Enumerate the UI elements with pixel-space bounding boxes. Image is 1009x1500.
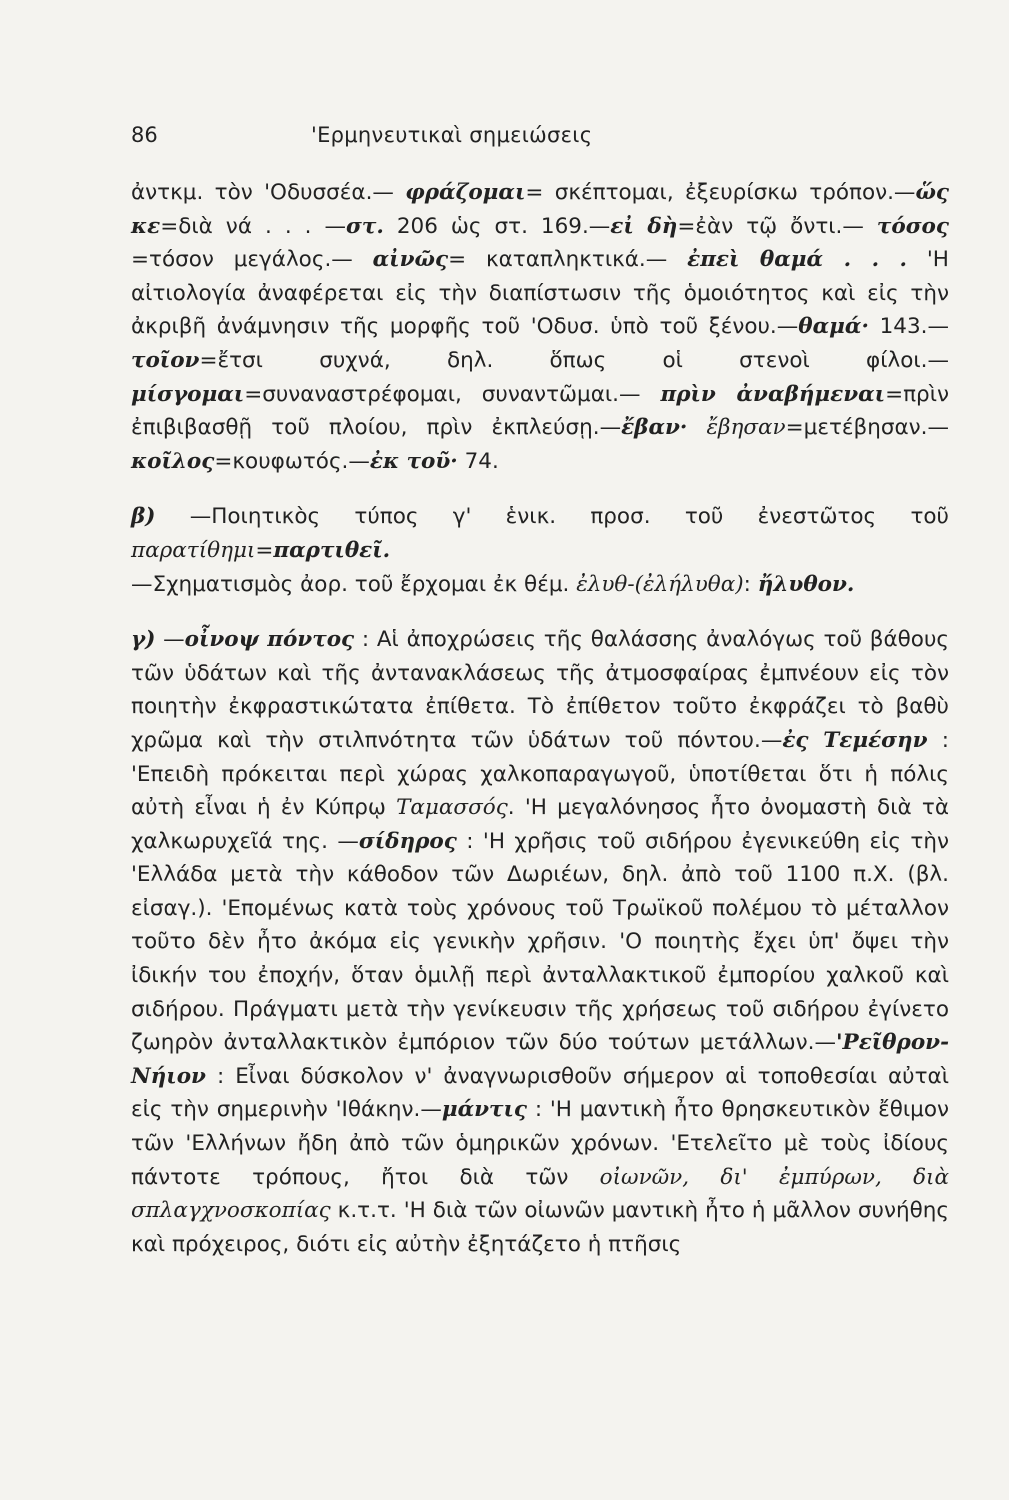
lemma-term: παρτιθεῖ.: [273, 537, 391, 563]
lemma-term: θαμά·: [798, 314, 869, 340]
lemma-term: ἐπεὶ θαμά . . .: [687, 247, 908, 273]
lemma-term: β): [131, 504, 156, 530]
lemma-term: σίδηρος: [358, 828, 457, 854]
italic-form: ἔβησαν: [706, 415, 786, 441]
lemma-term: ἐς Τεμέσην: [782, 727, 928, 753]
lemma-term: ἤλυθον.: [757, 571, 855, 597]
running-title: 'Ερμηνευτικαὶ σημειώσεις: [311, 123, 593, 147]
commentary-text: : Εἶναι δύσκολον ν' ἀναγνωρισθοῦν σήμερον αἱ τοποθεσίαι αὐταὶ εἰς τὴν σημερινὴν 'Ιθάκην.—: [131, 1063, 949, 1123]
commentary-text: κ.τ.τ. 'Η διὰ τῶν οἰωνῶν μαντικὴ ἦτο ἡ μᾶλλον συνήθης καὶ πρόχειρος, διότι εἰς αὐτὴν ἐξητάζετο ἡ πτῆσις: [131, 1198, 949, 1257]
commentary-text: =διὰ νά . . . —: [160, 213, 347, 239]
italic-form: οἰωνῶν, δι' ἐμπύρων, διὰ σπλαγχνοσκοπίας: [131, 1164, 949, 1224]
commentary-text: 143.—: [868, 314, 949, 340]
commentary-text: : 'Επειδὴ πρόκειται περὶ χώρας χαλκοπαραγωγοῦ, ὑποτίθεται ὅτι ἡ πόλις αὐτὴ εἶναι ἡ ἐν Κύπρῳ: [131, 727, 949, 821]
commentary-text: : 'Η μαντικὴ ἦτο θρησκευτικὸν ἔθιμον τῶν 'Ελλήνων ἤδη ἀπὸ τῶν ὁμηρικῶν χρόνων. 'Ετελεῖτο μὲ τοὺς ἰδίους πάντοτε τρόπους, ἤτοι διὰ τῶν: [131, 1097, 949, 1190]
commentary-text: =μετέβησαν.—: [785, 415, 949, 441]
lemma-term: αἰνῶς: [372, 247, 449, 273]
lemma-term: μάντις: [441, 1097, 528, 1123]
lemma-term: φράζομαι: [405, 180, 526, 205]
running-head: [131, 123, 949, 155]
commentary-text: 206 ὡς στ. 169.—: [383, 213, 611, 239]
commentary-text: =συναναστρέφομαι, συναντῶμαι.—: [244, 381, 661, 407]
commentary-text: ἀντκμ. τὸν 'Οδυσσέα.—: [131, 180, 406, 205]
lemma-term: γ): [131, 627, 156, 653]
commentary-text: =ἔτσι συχνά, δηλ. ὅπως οἱ στενοὶ φίλοι.—: [199, 347, 949, 373]
lemma-term: τόσος: [876, 213, 949, 239]
paragraph-commentary-beta-aorist: [131, 568, 949, 602]
commentary-text: = σκέπτομαι, ἐξευρίσκω τρόπον.—: [525, 180, 916, 205]
paragraph-commentary-beta: [131, 500, 949, 567]
lemma-term: 'Ρεῖθρον-Νήιον: [131, 1030, 949, 1089]
commentary-text: =κουφωτός.—: [214, 448, 370, 474]
page-body: [131, 176, 949, 1261]
lemma-term: μίσγομαι: [131, 381, 245, 407]
commentary-text: —Ποιητικὸς τύπος γ' ἑνικ. προσ. τοῦ ἐνεστῶτος τοῦ: [155, 504, 949, 530]
italic-form: ἐλυθ-(ἐλήλυθα): [576, 571, 744, 597]
lemma-term: ἔβαν·: [621, 415, 688, 441]
paragraph-commentary-gamma: [131, 623, 949, 1261]
lemma-term: τοῖον: [131, 347, 200, 373]
commentary-text: : Αἱ ἀποχρώσεις τῆς θαλάσσης ἀναλόγως τοῦ βάθους τῶν ὑδάτων καὶ τῆς ἀντανακλάσεως τῆς ἀτμοσφαίρας ἐμπνέουν εἰς τὸν ποιητὴν ἐκφραστικώτατα ἐπίθετα. Τὸ ἐπίθετον τοῦτο ἐκφράζει τὸ βαθὺ χρῶμα καὶ τὴν στιλπνότητα τῶν ὑδάτων τοῦ πόντου.—: [131, 627, 949, 753]
page-number: 86: [131, 123, 158, 147]
commentary-text: =: [255, 537, 274, 563]
commentary-text: —Σχηματισμὸς ἀορ. τοῦ ἔρχομαι ἐκ θέμ.: [131, 571, 577, 597]
commentary-text: =ἐὰν τῷ ὄντι.—: [677, 213, 877, 239]
commentary-text: : 'Η χρῆσις τοῦ σιδήρου ἐγενικεύθη εἰς τὴν 'Ελλάδα μετὰ τὴν κάθοδον τῶν Δωριέων, δηλ. ἀπὸ τοῦ 1100 π.Χ. (βλ. εἰσαγ.). 'Επομένως κατὰ τοὺς χρόνους τοῦ Τρωϊκοῦ πολέμου τὸ μέταλλον τοῦτο δὲν ἦτο ἀκόμα εἰς γενικὴν χρῆσιν. 'Ο ποιητὴς ἔχει ὑπ' ὄψει τὴν ἰδικήν του ἐποχήν, ὅταν ὁμιλῇ περὶ ἀνταλλακτικοῦ ἐμπορίου χαλκοῦ καὶ σιδήρου. Πράγματι μετὰ τὴν γενίκευσιν τῆς χρήσεως τοῦ σιδήρου ἐγίνετο ζωηρὸν ἀνταλλακτικὸν ἐμπόριον τῶν δύο τούτων μετάλλων.—: [131, 828, 949, 1056]
commentary-text: 74.: [457, 448, 499, 474]
lemma-term: εἰ δὴ: [610, 213, 678, 239]
lemma-term: οἶνοψ πόντος: [184, 627, 355, 653]
paragraph-commentary-alpha: [131, 176, 949, 478]
lemma-term: πρὶν ἀναβήμεναι: [660, 381, 886, 407]
lemma-term: στ.: [346, 213, 384, 239]
italic-form: Ταμασσός: [396, 795, 508, 821]
lemma-term: ἐκ τοῦ·: [369, 448, 458, 474]
italic-form: παρατίθημι: [131, 537, 256, 563]
commentary-text: =πρὶν ἐπιβιβασθῇ τοῦ πλοίου, πρὶν ἐκπλεύσῃ.—: [131, 381, 949, 441]
commentary-text: [687, 415, 706, 440]
commentary-text: =τόσον μεγάλος.—: [131, 247, 373, 273]
lemma-term: ὥς κε: [131, 180, 949, 239]
commentary-text: —: [155, 627, 185, 653]
commentary-text: . 'Η μεγαλόνησος ἦτο ὀνομαστὴ διὰ τὰ χαλκωρυχεῖά της. —: [131, 795, 949, 854]
commentary-text: = καταπληκτικά.—: [448, 247, 688, 273]
commentary-text: :: [743, 571, 758, 597]
lemma-term: κοῖλος: [131, 448, 215, 474]
commentary-text: 'Η αἰτιολογία ἀναφέρεται εἰς τὴν διαπίστωσιν τῆς ὁμοιότητος καὶ εἰς τὴν ἀκριβῆ ἀνάμνησιν τῆς μορφῆς τοῦ 'Οδυσ. ὑπὸ τοῦ ξένου.—: [131, 247, 949, 340]
